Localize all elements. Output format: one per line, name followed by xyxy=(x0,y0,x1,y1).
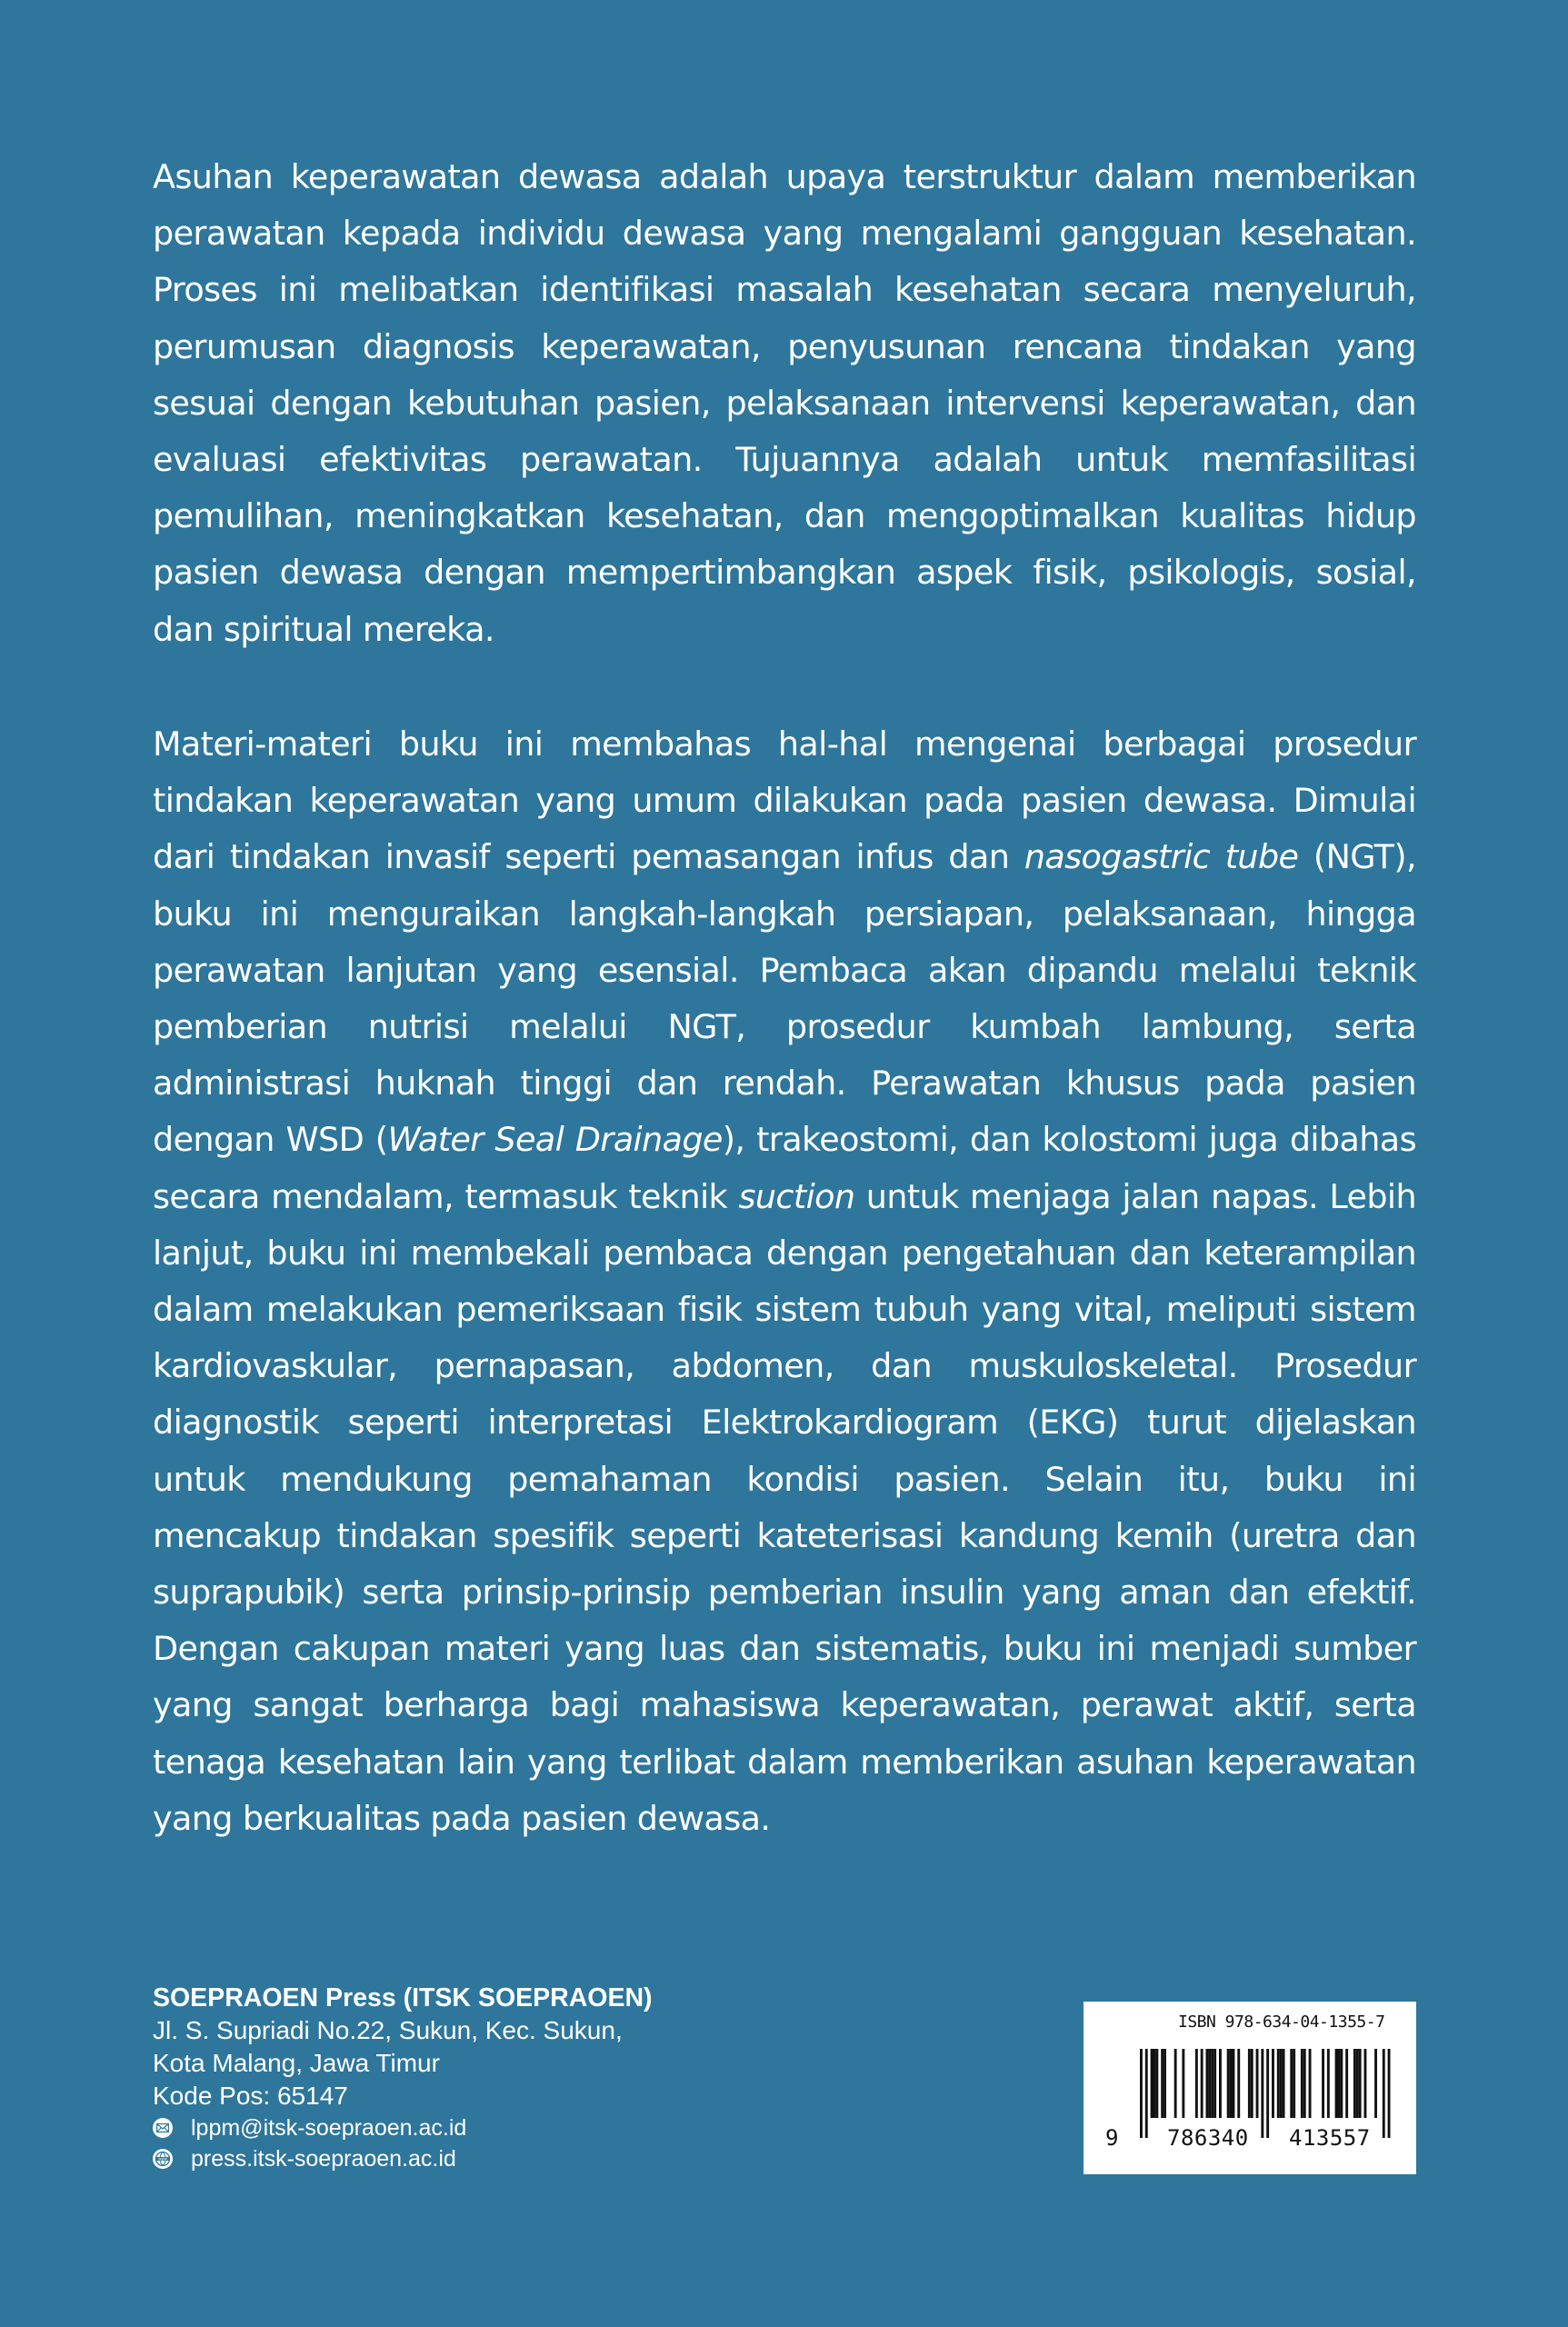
barcode-bar xyxy=(1272,2049,1274,2118)
barcode-bar xyxy=(1151,2049,1154,2118)
blurb-line xyxy=(153,999,1416,1055)
barcode-bar xyxy=(1164,2049,1166,2118)
svg-text:www: www xyxy=(158,2156,167,2162)
barcode-bar xyxy=(1174,2049,1177,2118)
blurb-line xyxy=(153,1169,1416,1225)
barcode-bar xyxy=(1211,2049,1213,2118)
blurb-text: pemberian nutrisi melalui NGT, prosedur kumbah lambung, serta xyxy=(153,1007,1416,1047)
publisher-postal-code: Kode Pos: 65147 xyxy=(153,2082,348,2110)
blurb-text: perawatan kepada individu dewasa yang mengalami gangguan kesehatan. xyxy=(153,214,1416,254)
barcode-bar xyxy=(1364,2049,1367,2118)
blurb-text: untuk menjaga jalan napas. Lebih xyxy=(854,1176,1417,1216)
blurb-text: Asuhan keperawatan dewasa adalah upaya terstruktur dalam memberikan xyxy=(153,157,1416,196)
barcode-bar xyxy=(1219,2049,1222,2118)
blurb-text: lanjut, buku ini membekali pembaca dengan pengetahuan dan keterampilan xyxy=(153,1233,1416,1273)
publisher-address-line-1: Jl. S. Supriadi No.22, Sukun, Kec. Sukun, xyxy=(153,2016,623,2044)
barcode-bar xyxy=(1227,2049,1230,2118)
barcode-left-digits: 786340 xyxy=(1167,2125,1249,2151)
blurb-text: tindakan keperawatan yang umum dilakukan pada pasien dewasa. Dimulai xyxy=(153,781,1416,821)
blurb-italic-term: Water Seal Drainage xyxy=(387,1120,723,1160)
barcode-bar xyxy=(1154,2049,1156,2118)
blurb-text: evaluasi efektivitas perawatan. Tujuannya adalah untuk memfasilitasi xyxy=(153,440,1416,480)
blurb-line xyxy=(153,716,1416,773)
blurb-line xyxy=(153,886,1416,943)
barcode-bar xyxy=(1233,2049,1235,2118)
barcode-bar xyxy=(1301,2049,1303,2118)
blurb-line xyxy=(153,432,1416,488)
barcode-bar xyxy=(1340,2049,1343,2118)
publisher-email[interactable]: lppm@itsk-soepraoen.ac.id xyxy=(191,2115,467,2141)
barcode-right-digits: 413557 xyxy=(1289,2125,1371,2151)
blurb-text: pemulihan, meningkatkan kesehatan, dan mengoptimalkan kualitas hidup xyxy=(153,496,1416,536)
blurb-text: Materi-materi buku ini membahas hal-hal mengenai berbagai prosedur xyxy=(153,724,1416,764)
barcode-bar xyxy=(1251,2049,1253,2118)
envelope-icon xyxy=(153,2118,173,2138)
publisher-name: SOEPRAOEN Press (ITSK SOEPRAOEN) xyxy=(153,1983,653,2012)
blurb-text: mencakup tindakan spesifik seperti kateterisasi kandung kemih (uretra dan xyxy=(153,1515,1416,1555)
barcode-guard-bar xyxy=(1388,2049,1391,2138)
blurb-line xyxy=(153,943,1416,999)
blurb-line xyxy=(153,829,1416,885)
barcode-bar xyxy=(1213,2049,1216,2118)
barcode-bar xyxy=(1182,2049,1184,2118)
blurb-text: tenaga kesehatan lain yang terlibat dalam memberikan asuhan keperawatan xyxy=(153,1742,1416,1782)
blurb-line xyxy=(153,1112,1416,1168)
barcode-bar xyxy=(1248,2049,1251,2118)
blurb-line xyxy=(153,262,1416,318)
barcode-bar xyxy=(1230,2049,1233,2118)
blurb-text: perumusan diagnosis keperawatan, penyusunan rencana tindakan yang xyxy=(153,326,1416,366)
blurb-line xyxy=(153,602,1416,658)
blurb-line xyxy=(153,1621,1416,1677)
blurb-text: dengan WSD ( xyxy=(153,1120,388,1160)
blurb-line xyxy=(153,544,1416,601)
blurb-text: dalam melakukan pemeriksaan fisik sistem tubuh yang vital, meliputi sistem xyxy=(153,1290,1416,1330)
barcode-bar xyxy=(1293,2049,1295,2118)
barcode-bar xyxy=(1161,2049,1164,2118)
blurb-italic-term: nasogastric tube xyxy=(1024,837,1299,877)
blurb-line xyxy=(153,1338,1416,1394)
barcode-bar xyxy=(1283,2049,1285,2118)
blurb-text: dari tindakan invasif seperti pemasangan infus dan xyxy=(153,837,1024,877)
blurb-text: ), trakeostomi, dan kolostomi juga dibahas xyxy=(722,1120,1416,1160)
barcode-bar xyxy=(1345,2049,1348,2118)
blurb-text: buku ini menguraikan langkah-langkah persiapan, pelaksanaan, hingga xyxy=(153,894,1416,934)
barcode-bar xyxy=(1356,2049,1359,2118)
blurb-text: kardiovaskular, pernapasan, abdomen, dan muskuloskeletal. Prosedur xyxy=(153,1346,1416,1386)
blurb-text: pasien dewasa dengan mempertimbangkan aspek fisik, psikologis, sosial, xyxy=(153,553,1416,593)
barcode-bar xyxy=(1280,2049,1283,2118)
blurb-text: suprapubik) serta prinsip-prinsip pemberian insulin yang aman dan efektif. xyxy=(153,1573,1416,1613)
barcode-guard-bar xyxy=(1140,2049,1143,2138)
publisher-address-line-2: Kota Malang, Jawa Timur xyxy=(153,2049,440,2077)
barcode-bar xyxy=(1309,2049,1312,2118)
globe-www-icon xyxy=(153,2149,173,2169)
barcode-bar xyxy=(1322,2049,1324,2118)
barcode-bar xyxy=(1290,2049,1293,2118)
barcode-guard-bar xyxy=(1266,2049,1269,2138)
barcode-guard-bar xyxy=(1145,2049,1148,2138)
blurb-text: dan spiritual mereka. xyxy=(153,609,494,649)
blurb-line xyxy=(153,1452,1416,1508)
publisher-email-row xyxy=(153,2112,716,2143)
blurb-text: perawatan lanjutan yang esensial. Pembaca akan dipandu melalui teknik xyxy=(153,950,1416,990)
publisher-website[interactable]: press.itsk-soepraoen.ac.id xyxy=(191,2146,456,2172)
blurb-line xyxy=(153,149,1416,205)
blurb-line xyxy=(153,375,1416,432)
blurb-line xyxy=(153,773,1416,829)
barcode-first-digit: 9 xyxy=(1105,2125,1119,2151)
blurb-text: untuk mendukung pemahaman kondisi pasien. Selain itu, buku ini xyxy=(153,1459,1416,1499)
barcode-guard-bar xyxy=(1261,2049,1263,2138)
publisher-info xyxy=(153,1982,716,2174)
blurb-italic-term: suction xyxy=(738,1176,855,1216)
blurb-text: secara mendalam, termasuk teknik xyxy=(153,1176,739,1216)
blurb-text: sesuai dengan kebutuhan pasien, pelaksanaan intervensi keperawatan, dan xyxy=(153,383,1416,423)
barcode-bar xyxy=(1327,2049,1330,2118)
blurb-line xyxy=(153,488,1416,544)
blurb-text: yang berkualitas pada pasien dewasa. xyxy=(153,1798,771,1838)
blurb-line xyxy=(153,1564,1416,1621)
barcode-bar xyxy=(1155,2049,1158,2118)
blurb-paragraph-2 xyxy=(153,716,1416,1847)
barcode-bar xyxy=(1208,2049,1211,2118)
blurb-line xyxy=(153,1508,1416,1564)
publisher-website-row xyxy=(153,2143,716,2174)
blurb-line xyxy=(153,205,1416,262)
blurb-line xyxy=(153,1791,1416,1847)
blurb-line xyxy=(153,1282,1416,1338)
barcode-bar xyxy=(1303,2049,1306,2118)
barcode-bar xyxy=(1237,2049,1240,2118)
barcode-bar xyxy=(1201,2049,1203,2118)
blurb-line xyxy=(153,319,1416,375)
barcode-bar xyxy=(1374,2049,1377,2118)
barcode-bar xyxy=(1353,2049,1356,2118)
barcode-bar xyxy=(1335,2049,1338,2118)
barcode-bar xyxy=(1256,2049,1259,2118)
barcode-bar xyxy=(1206,2049,1209,2118)
blurb-text: Dengan cakupan materi yang luas dan sistematis, buku ini menjadi sumber xyxy=(153,1629,1416,1669)
blurb-line xyxy=(153,1677,1416,1733)
blurb-text: (NGT), xyxy=(1298,837,1416,877)
blurb-paragraph-1 xyxy=(153,149,1416,658)
barcode-bar xyxy=(1338,2049,1341,2118)
barcode-bar xyxy=(1277,2049,1280,2118)
blurb-line xyxy=(153,1055,1416,1112)
blurb-line xyxy=(153,1394,1416,1451)
blurb-text: yang sangat berharga bagi mahasiswa keperawatan, perawat aktif, serta xyxy=(153,1685,1416,1725)
blurb-text: diagnostik seperti interpretasi Elektrokardiogram (EKG) turut dijelaskan xyxy=(153,1403,1416,1443)
blurb-text: Proses ini melibatkan identifikasi masalah kesehatan secara menyeluruh, xyxy=(153,270,1416,310)
isbn-barcode-box xyxy=(1084,2002,1416,2174)
barcode-guard-bar xyxy=(1383,2049,1385,2138)
barcode-bar xyxy=(1195,2049,1198,2118)
barcode-bar xyxy=(1359,2049,1362,2118)
blurb-text: administrasi huknah tinggi dan rendah. Perawatan khusus pada pasien xyxy=(153,1064,1416,1104)
isbn-label: ISBN 978-634-04-1355-7 xyxy=(1178,2012,1385,2032)
blurb-line xyxy=(153,1225,1416,1282)
blurb-line xyxy=(153,1734,1416,1791)
